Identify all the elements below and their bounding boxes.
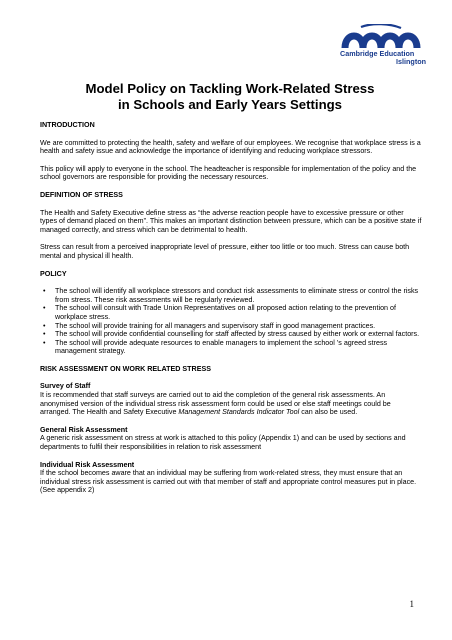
general-risk-paragraph: A generic risk assessment on stress at work is attached to this policy (Appendix 1) and can be used by sections and departments to fulfil their responsibilities in relation to risk assessment bbox=[40, 434, 406, 452]
intro-paragraph-1: We are committed to protecting the health, safety and welfare of our employees. We recognise that workplace stress is a health and safety issue and acknowledge the importance of identifying and reducing workplace stressors. bbox=[40, 138, 421, 156]
title-line1: Model Policy on Tackling Work-Related Stress bbox=[85, 81, 375, 96]
risk-heading: RISK ASSESSMENT ON WORK RELATED STRESS bbox=[40, 364, 211, 373]
policy-item: • The school will consult with Trade Union Representatives on all proposed action relating to the prevention of workplace stress. bbox=[40, 304, 422, 321]
page-number: 1 bbox=[409, 599, 414, 609]
document-title bbox=[40, 81, 420, 113]
survey-text-a: It is recommended that staff surveys are carried out to aid the completion of the general risk assessments. An anonymised version of the individual stress risk assessment form could be used or else staff meetings could be arranged. The Health and Safety Executive bbox=[40, 391, 391, 417]
logo-mark-icon bbox=[341, 24, 427, 50]
policy-heading: POLICY bbox=[40, 269, 67, 278]
policy-item: • The school will identify all workplace stressors and conduct risk assessments to eliminate stress or control the risks from stress. These risk assessments will be regularly reviewed. bbox=[40, 287, 422, 304]
survey-text-b: can also be used. bbox=[299, 408, 358, 417]
cambridge-education-logo bbox=[338, 24, 430, 66]
survey-paragraph bbox=[40, 391, 422, 417]
policy-item: • The school will provide training for all managers and supervisory staff in good management practices. bbox=[40, 322, 422, 331]
intro-paragraph-2: This policy will apply to everyone in the school. The headteacher is responsible for implementation of the policy and the school governors are responsible for providing the necessary resources. bbox=[40, 164, 417, 182]
title-line2: in Schools and Early Years Settings bbox=[117, 97, 343, 112]
document-body bbox=[40, 121, 422, 495]
definition-paragraph-1: The Health and Safety Executive define stress as “the adverse reaction people have to excessive pressure or other types of demand placed on them”. This makes an important distinction between pressure, which can be a positive state if managed correctly, and stress which can be detrimental to health. bbox=[40, 208, 422, 234]
definition-heading: DEFINITION OF STRESS bbox=[40, 190, 123, 199]
definition-paragraph-2: Stress can result from a perceived inappropriate level of pressure, either too little or too much. Stress can cause both mental and physical ill health. bbox=[40, 243, 410, 260]
logo-text-line1: Cambridge Education bbox=[340, 49, 415, 58]
policy-item: • The school will provide confidential counselling for staff affected by stress caused by either work or external factors. bbox=[40, 330, 422, 339]
policy-item: • The school will provide adequate resources to enable managers to implement the school ’s agreed stress management strategy. bbox=[40, 339, 422, 356]
general-risk-subheading: General Risk Assessment bbox=[40, 425, 128, 434]
individual-risk-subheading: Individual Risk Assessment bbox=[40, 460, 135, 469]
survey-subheading: Survey of Staff bbox=[40, 382, 91, 391]
policy-list bbox=[40, 287, 422, 356]
survey-text-italic: Management Standards Indicator Tool bbox=[178, 408, 300, 417]
logo-text-line2: Islington bbox=[396, 57, 426, 66]
individual-risk-paragraph: If the school becomes aware that an individual may be suffering from work-related stress, they must ensure that an individual stress risk assessment is carried out with that member of staff and appropriate control measures put in place. (See appendix 2) bbox=[40, 469, 417, 495]
intro-heading: INTRODUCTION bbox=[40, 121, 95, 129]
